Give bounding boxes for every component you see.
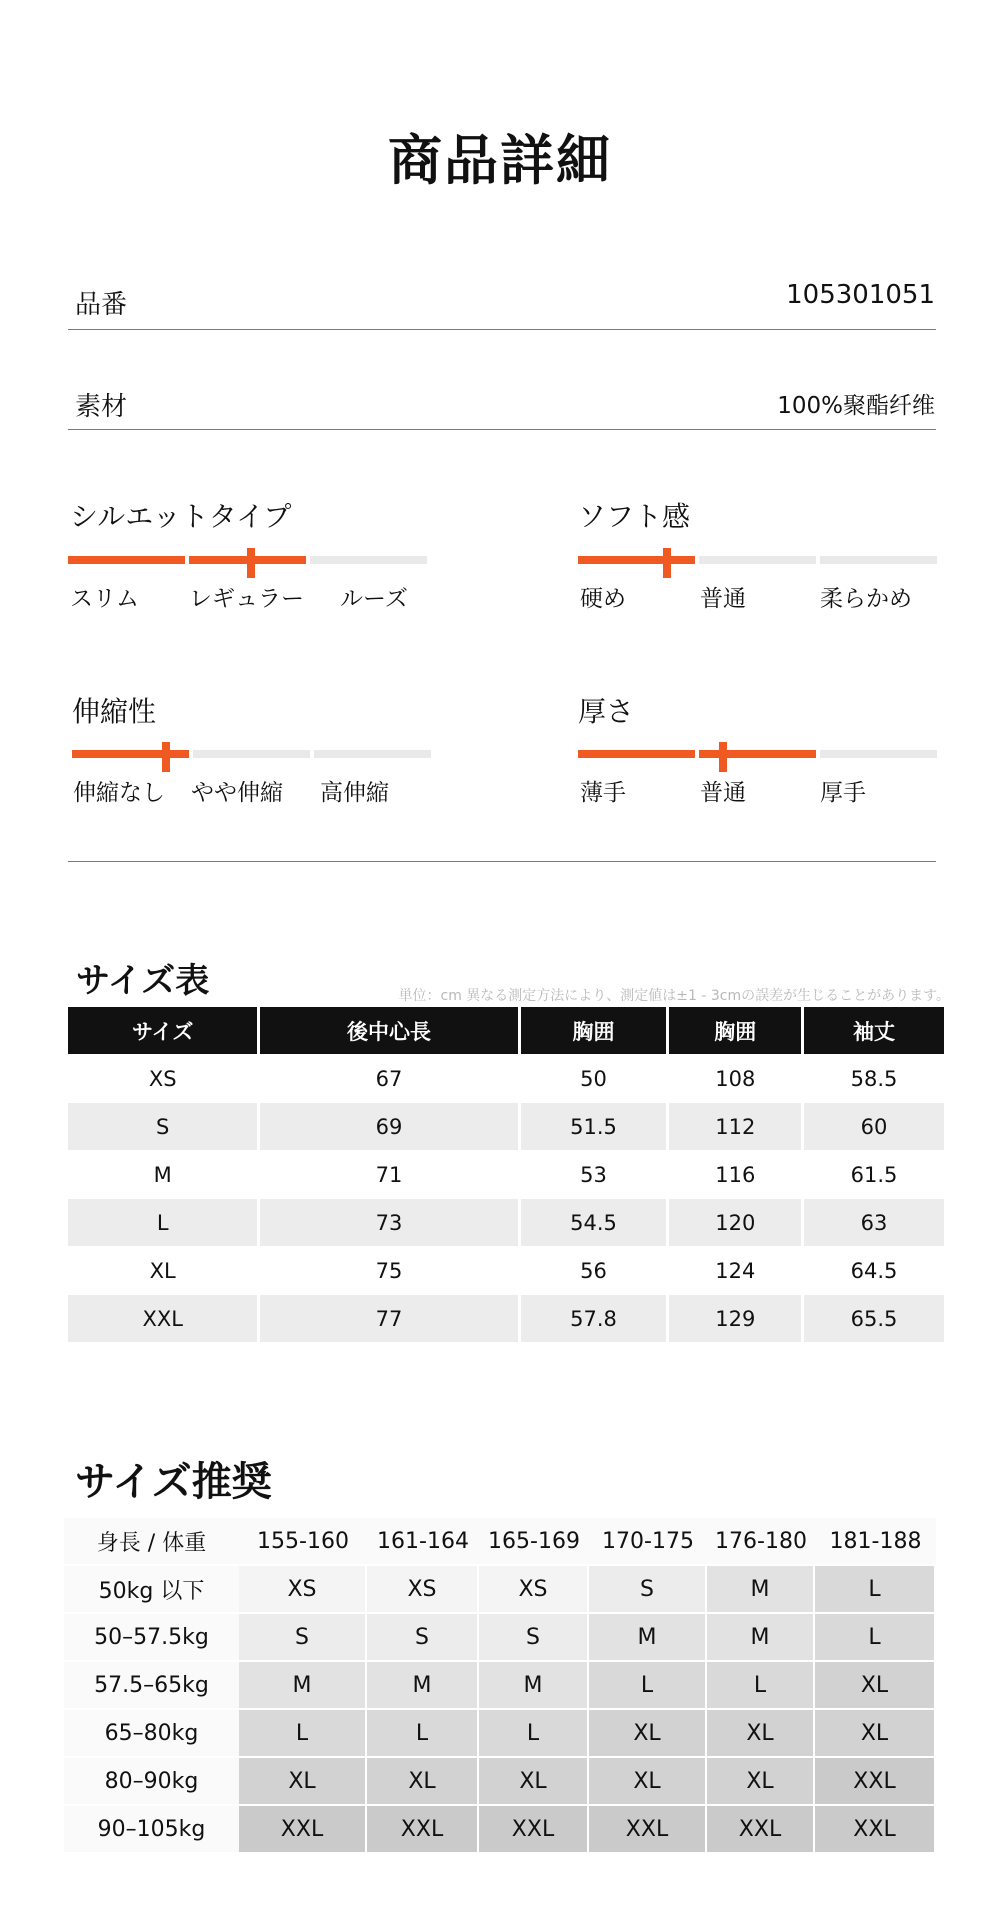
table-cell: 77	[260, 1294, 520, 1342]
size-cell: XL	[239, 1756, 367, 1804]
size-cell: XXL	[367, 1804, 479, 1852]
attr-title-thickness: 厚さ	[578, 695, 635, 728]
table-row	[64, 1708, 936, 1756]
size-cell: S	[589, 1564, 707, 1612]
size-chart-header: 後中心長	[260, 1007, 520, 1054]
table-cell: 61.5	[804, 1150, 944, 1198]
level-label: スリム	[70, 586, 139, 612]
size-cell: M	[479, 1660, 589, 1708]
scale-segment	[578, 750, 695, 758]
size-chart-header: 袖丈	[804, 1007, 944, 1054]
attr-title-stretch: 伸縮性	[72, 695, 157, 728]
table-cell: 54.5	[521, 1198, 670, 1246]
table-row	[68, 1102, 944, 1150]
table-row	[68, 1246, 944, 1294]
scale-segment	[193, 750, 310, 758]
detail-value-product-number: 105301051	[786, 280, 935, 310]
size-cell: M	[239, 1660, 367, 1708]
level-label: 高伸縮	[320, 780, 389, 806]
detail-label-product-number: 品番	[75, 290, 128, 320]
size-cell: L	[239, 1708, 367, 1756]
table-cell: 60	[804, 1102, 944, 1150]
table-cell: 58.5	[804, 1054, 944, 1102]
level-label: 伸縮なし	[73, 780, 165, 806]
weight-label: 50kg 以下	[64, 1564, 239, 1612]
size-cell: XS	[239, 1564, 367, 1612]
size-recommend-header-row	[64, 1518, 936, 1564]
size-chart-title: サイズ表	[76, 961, 210, 1001]
size-cell: XL	[589, 1708, 707, 1756]
table-cell: 116	[669, 1150, 804, 1198]
table-cell: XL	[68, 1246, 260, 1294]
table-cell: 129	[669, 1294, 804, 1342]
size-cell: M	[707, 1612, 815, 1660]
table-row	[68, 1150, 944, 1198]
table-row	[68, 1198, 944, 1246]
table-cell: 64.5	[804, 1246, 944, 1294]
scale-segment	[820, 556, 937, 564]
table-cell: XXL	[68, 1294, 260, 1342]
divider	[68, 329, 936, 330]
size-cell: XL	[707, 1708, 815, 1756]
scale-segment	[72, 750, 189, 758]
table-cell: 63	[804, 1198, 944, 1246]
size-recommend-table	[64, 1518, 936, 1852]
size-chart-header: 胸囲	[521, 1007, 670, 1054]
table-row	[64, 1804, 936, 1852]
size-cell: M	[589, 1612, 707, 1660]
size-cell: L	[707, 1660, 815, 1708]
divider	[68, 861, 936, 862]
height-header: 161-164	[367, 1518, 479, 1564]
size-cell: XXL	[479, 1804, 589, 1852]
page-title: 商品詳細	[388, 129, 612, 192]
table-cell: 75	[260, 1246, 520, 1294]
table-cell: XS	[68, 1054, 260, 1102]
weight-label: 65–80kg	[64, 1708, 239, 1756]
scale-marker	[663, 548, 671, 578]
table-row	[64, 1564, 936, 1612]
level-label: 硬め	[580, 586, 626, 612]
level-label: 柔らかめ	[820, 586, 912, 612]
height-header: 170-175	[589, 1518, 707, 1564]
level-label: 普通	[700, 586, 746, 612]
size-cell: XL	[815, 1660, 936, 1708]
table-cell: 65.5	[804, 1294, 944, 1342]
detail-label-material: 素材	[75, 392, 128, 422]
attr-title-silhouette: シルエットタイプ	[70, 500, 292, 533]
scale-marker	[719, 742, 727, 772]
table-cell: 53	[521, 1150, 670, 1198]
level-label: 普通	[700, 780, 746, 806]
table-cell: 69	[260, 1102, 520, 1150]
table-cell: 57.8	[521, 1294, 670, 1342]
detail-value-material: 100%聚酯纤维	[777, 393, 935, 419]
level-label: 厚手	[820, 780, 866, 806]
scale-marker	[162, 742, 170, 772]
size-cell: XXL	[815, 1756, 936, 1804]
table-cell: 71	[260, 1150, 520, 1198]
table-cell: M	[68, 1150, 260, 1198]
attr-scale-thickness	[578, 742, 938, 802]
table-cell: 73	[260, 1198, 520, 1246]
level-label: ルーズ	[340, 586, 408, 612]
scale-segment	[820, 750, 937, 758]
table-cell: 50	[521, 1054, 670, 1102]
table-row	[64, 1612, 936, 1660]
size-chart-header-row	[68, 1007, 944, 1054]
size-cell: S	[239, 1612, 367, 1660]
weight-label: 57.5–65kg	[64, 1660, 239, 1708]
size-cell: S	[367, 1612, 479, 1660]
height-header: 165-169	[479, 1518, 589, 1564]
divider	[68, 429, 936, 430]
size-cell: XXL	[815, 1804, 936, 1852]
scale-segment	[314, 750, 431, 758]
size-cell: XL	[367, 1756, 479, 1804]
table-row	[64, 1756, 936, 1804]
scale-segment	[699, 750, 816, 758]
table-cell: 108	[669, 1054, 804, 1102]
attr-title-softness: ソフト感	[578, 500, 691, 533]
size-cell: L	[479, 1708, 589, 1756]
scale-segment	[68, 556, 185, 564]
size-chart-note: 単位：cm 異なる測定方法により、測定値は±1 - 3cmの誤差が生じることがあります。	[398, 988, 950, 1004]
height-header: 155-160	[239, 1518, 367, 1564]
table-cell: 67	[260, 1054, 520, 1102]
level-label: レギュラー	[189, 586, 304, 612]
size-recommend-title: サイズ推奨	[75, 1459, 272, 1505]
size-cell: L	[367, 1708, 479, 1756]
size-cell: L	[589, 1660, 707, 1708]
table-cell: 51.5	[521, 1102, 670, 1150]
table-cell: S	[68, 1102, 260, 1150]
scale-marker	[247, 548, 255, 578]
size-recommend-corner: 身長 / 体重	[64, 1518, 239, 1564]
table-row	[68, 1054, 944, 1102]
size-cell: XL	[479, 1756, 589, 1804]
table-cell: 120	[669, 1198, 804, 1246]
level-label: 薄手	[580, 780, 626, 806]
size-cell: L	[815, 1564, 936, 1612]
scale-segment	[699, 556, 816, 564]
weight-label: 80–90kg	[64, 1756, 239, 1804]
table-cell: 56	[521, 1246, 670, 1294]
table-cell: L	[68, 1198, 260, 1246]
weight-label: 90–105kg	[64, 1804, 239, 1852]
size-cell: XXL	[707, 1804, 815, 1852]
level-label: やや伸縮	[191, 780, 283, 806]
table-cell: 124	[669, 1246, 804, 1294]
size-cell: L	[815, 1612, 936, 1660]
size-cell: XXL	[239, 1804, 367, 1852]
size-cell: XS	[479, 1564, 589, 1612]
weight-label: 50–57.5kg	[64, 1612, 239, 1660]
height-header: 176-180	[707, 1518, 815, 1564]
size-cell: S	[479, 1612, 589, 1660]
scale-segment	[310, 556, 427, 564]
size-cell: XL	[589, 1756, 707, 1804]
table-cell: 112	[669, 1102, 804, 1150]
height-header: 181-188	[815, 1518, 936, 1564]
scale-segment	[578, 556, 695, 564]
size-cell: XS	[367, 1564, 479, 1612]
size-cell: XL	[815, 1708, 936, 1756]
size-chart-table	[68, 1007, 944, 1342]
size-cell: M	[367, 1660, 479, 1708]
size-chart-header: 胸囲	[669, 1007, 804, 1054]
size-chart-header: サイズ	[68, 1007, 260, 1054]
size-cell: XXL	[589, 1804, 707, 1852]
table-row	[68, 1294, 944, 1342]
table-row	[64, 1660, 936, 1708]
size-cell: M	[707, 1564, 815, 1612]
size-cell: XL	[707, 1756, 815, 1804]
